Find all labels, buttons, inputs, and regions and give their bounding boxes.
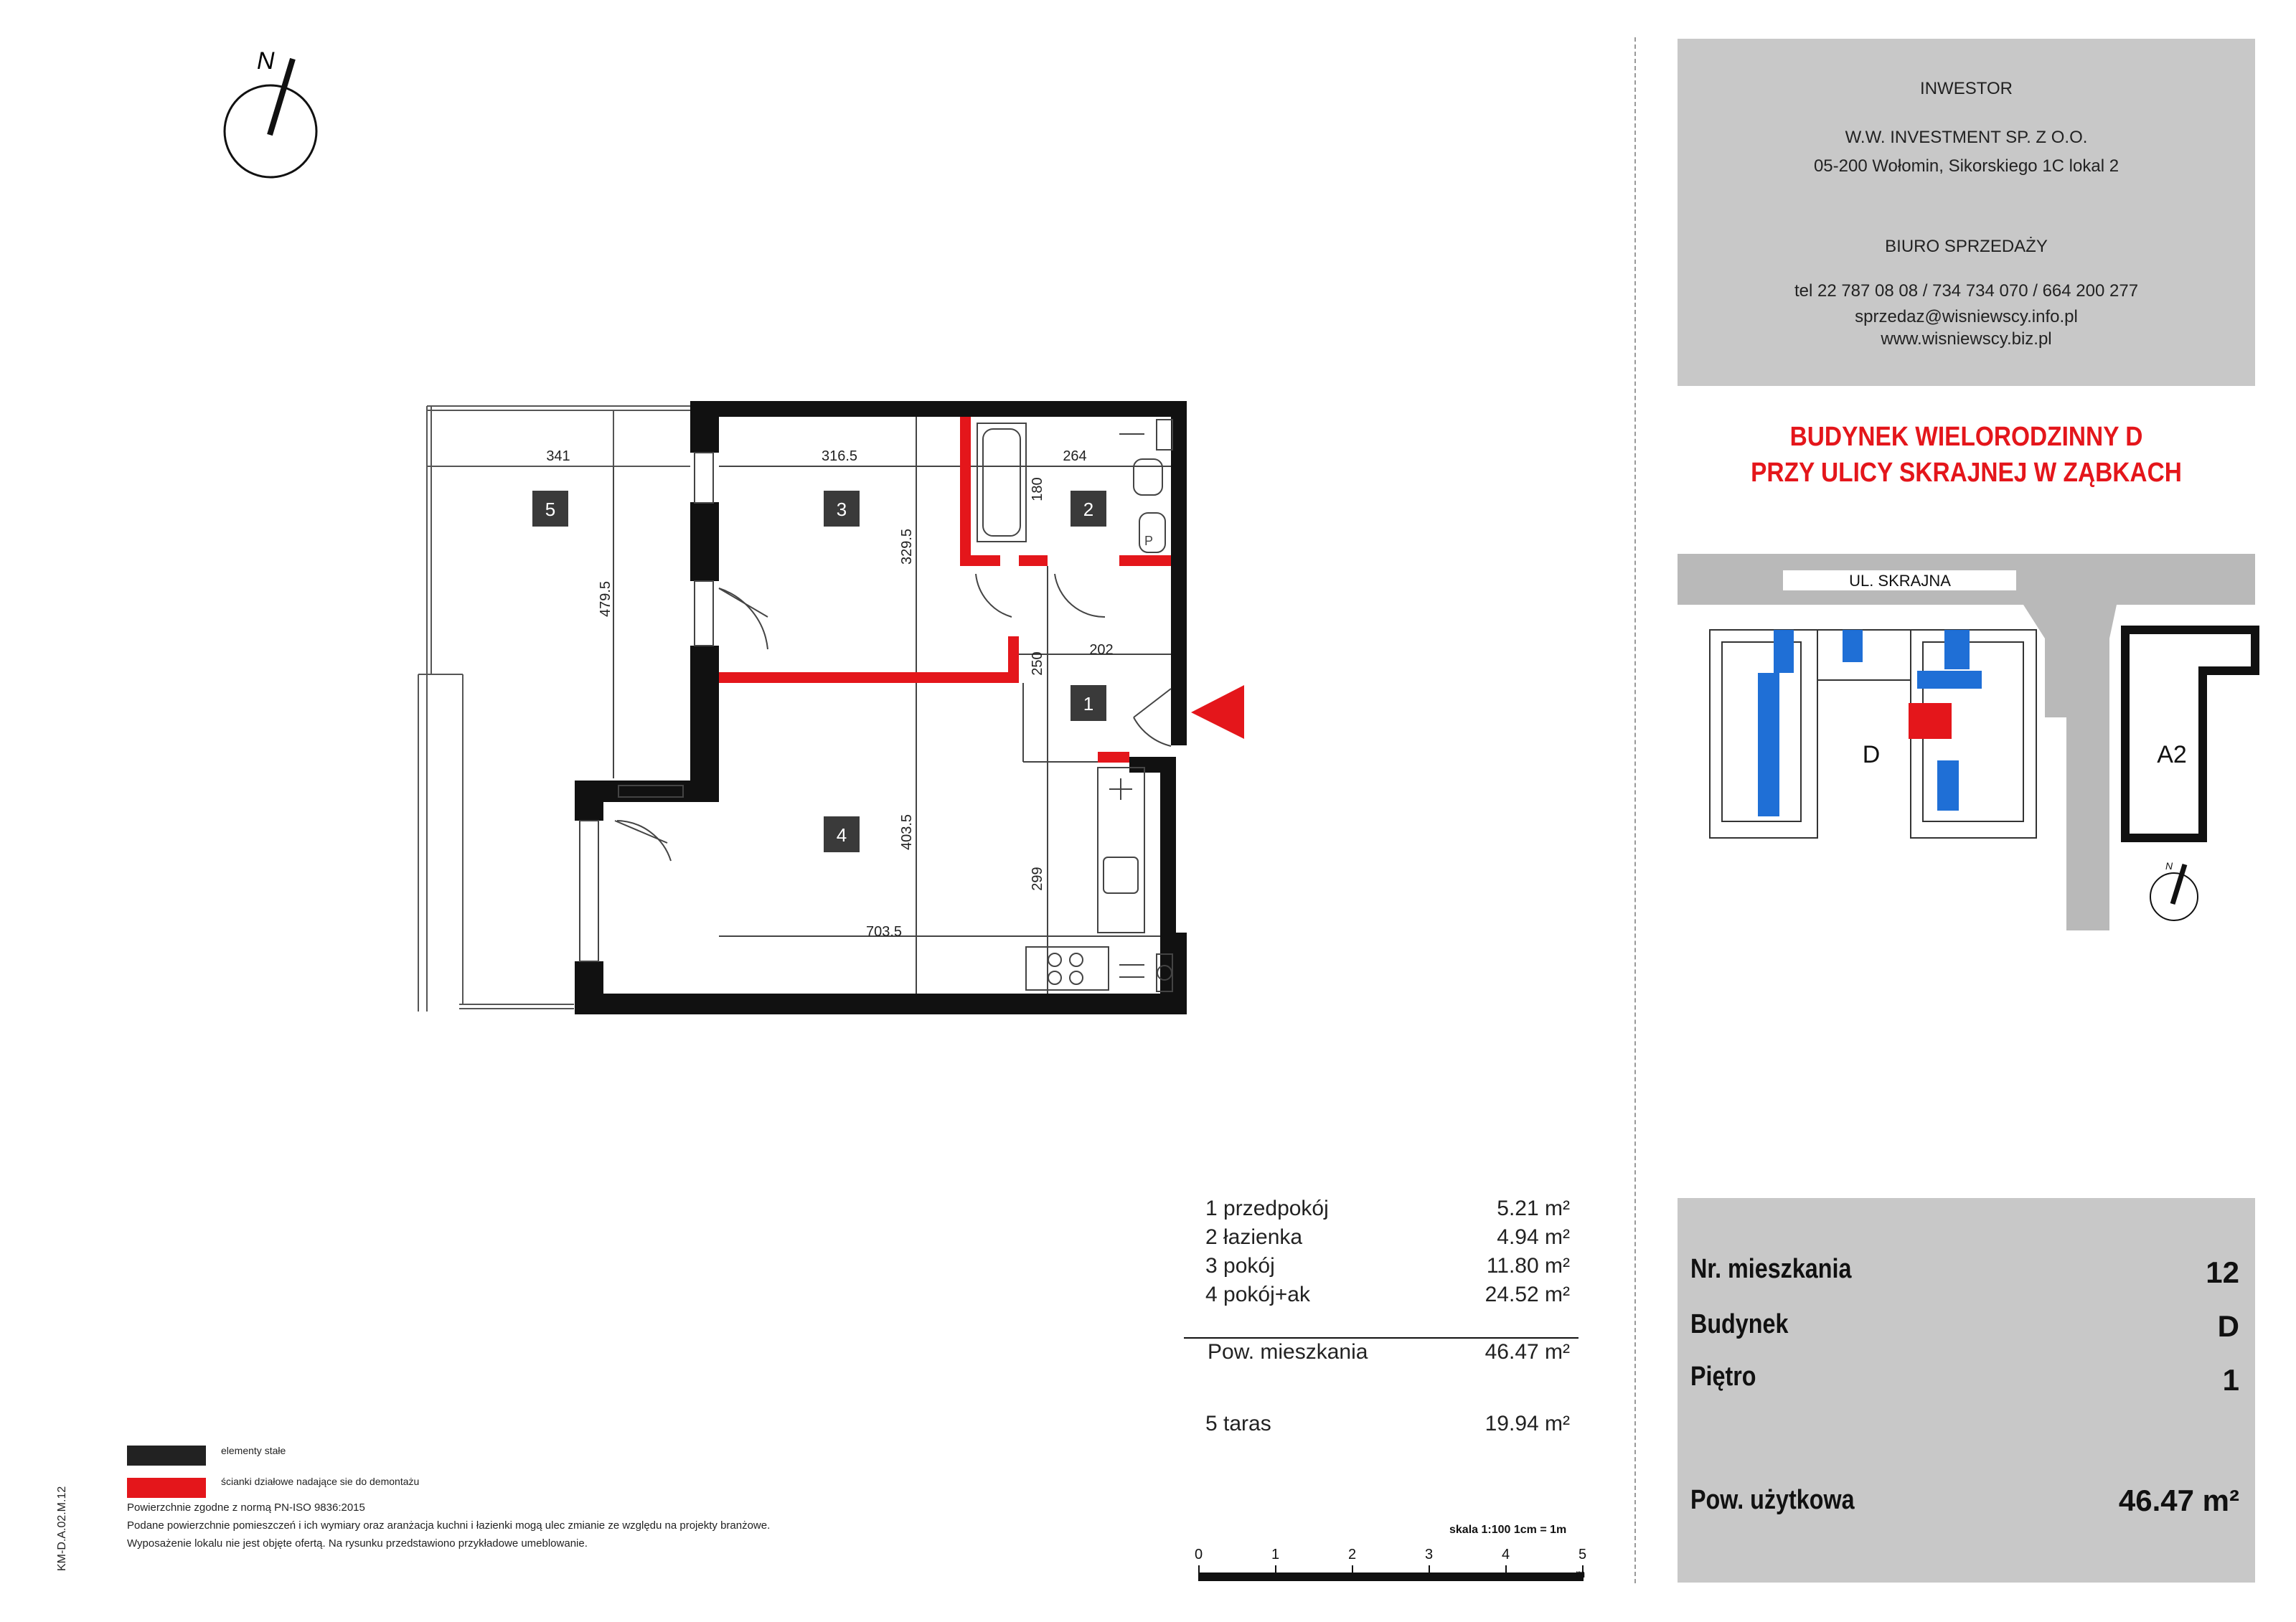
room-area-3: 11.80 m² bbox=[1486, 1254, 1570, 1278]
site-compass-label: N bbox=[2165, 860, 2173, 872]
apartment-number-label: Nr. mieszkania bbox=[1690, 1254, 1852, 1284]
dim-403-5: 403.5 bbox=[899, 814, 915, 851]
room-tag-1: 1 bbox=[1083, 693, 1094, 715]
dim-479-5: 479.5 bbox=[598, 580, 613, 618]
room-tag-4: 4 bbox=[836, 824, 847, 846]
note-1: Powierzchnie zgodne z normą PN-ISO 9836:2015 bbox=[127, 1501, 365, 1514]
scale-label: skala 1:100 1cm = 1m bbox=[1449, 1524, 1567, 1536]
sales-heading: BIURO SPRZEDAŻY bbox=[1885, 237, 2048, 256]
dim-264: 264 bbox=[1063, 448, 1087, 464]
terrace-name: 5 taras bbox=[1205, 1412, 1271, 1435]
floor-label: Piętro bbox=[1690, 1362, 1756, 1392]
north-compass bbox=[225, 47, 316, 177]
investor-heading: INWESTOR bbox=[1920, 79, 2013, 98]
legend-removable-swatch bbox=[127, 1478, 206, 1498]
room-name-4: 4 pokój+ak bbox=[1205, 1283, 1310, 1306]
dim-299: 299 bbox=[1030, 867, 1045, 891]
room-area-1: 5.21 m² bbox=[1497, 1197, 1570, 1220]
sales-website[interactable]: www.wisniewscy.biz.pl bbox=[1881, 329, 2052, 349]
room-area-2: 4.94 m² bbox=[1497, 1225, 1570, 1249]
scale-tick-0: 0 bbox=[1195, 1547, 1203, 1562]
terrace-area: 19.94 m² bbox=[1485, 1412, 1570, 1435]
dim-250: 250 bbox=[1030, 651, 1045, 676]
room-name-3: 3 pokój bbox=[1205, 1254, 1275, 1278]
room-name-2: 2 łazienka bbox=[1205, 1225, 1303, 1249]
compass-north-label: N bbox=[257, 47, 275, 75]
dim-202: 202 bbox=[1089, 642, 1114, 658]
room-name-1: 1 przedpokój bbox=[1205, 1197, 1329, 1220]
legend-fixed-swatch bbox=[127, 1446, 206, 1466]
apartment-info-box bbox=[1678, 1198, 2255, 1583]
total-label: Pow. mieszkania bbox=[1208, 1340, 1368, 1364]
dim-180: 180 bbox=[1030, 477, 1045, 501]
entrance-marker bbox=[1191, 685, 1244, 739]
dim-329-5: 329.5 bbox=[899, 528, 915, 565]
investor-company: W.W. INVESTMENT SP. Z O.O. bbox=[1845, 128, 2088, 147]
scale-tick-3: 3 bbox=[1425, 1547, 1434, 1562]
dim-341: 341 bbox=[546, 448, 570, 464]
sales-phones: tel 22 787 08 08 / 734 734 070 / 664 200 277 bbox=[1794, 281, 2139, 301]
note-3: Wyposażenie lokalu nie jest objęte ofertą. Na rysunku przedstawiono przykładowe umeblowanie. bbox=[127, 1537, 588, 1550]
scale-tick-5: 5 bbox=[1578, 1547, 1587, 1562]
building-a2-label: A2 bbox=[2157, 741, 2187, 768]
usable-area-value: 46.47 m² bbox=[2118, 1484, 2239, 1517]
scale-bar bbox=[1199, 1565, 1586, 1581]
wc-letter: P bbox=[1144, 534, 1154, 548]
total-area: 46.47 m² bbox=[1485, 1340, 1570, 1364]
legend-fixed-label: elementy stałe bbox=[221, 1445, 286, 1456]
building-d-label: D bbox=[1862, 741, 1881, 768]
building-title-line2: PRZY ULICY SKRAJNEJ W ZĄBKACH bbox=[1751, 458, 2182, 488]
site-plan bbox=[1678, 554, 2255, 930]
usable-area-label: Pow. użytkowa bbox=[1690, 1485, 1855, 1515]
street-label: UL. SKRAJNA bbox=[1849, 572, 1951, 590]
apartment-number: 12 bbox=[2206, 1255, 2239, 1289]
scale-tick-4: 4 bbox=[1502, 1547, 1510, 1562]
building-value: D bbox=[2217, 1309, 2239, 1343]
investor-box bbox=[1678, 39, 2255, 386]
dim-703-5: 703.5 bbox=[865, 924, 903, 940]
sales-email[interactable]: sprzedaz@wisniewscy.info.pl bbox=[1855, 307, 2078, 326]
scale-tick-2: 2 bbox=[1348, 1547, 1357, 1562]
building-label: Budynek bbox=[1690, 1309, 1789, 1339]
room-tag-3: 3 bbox=[836, 499, 847, 520]
building-title-line1: BUDYNEK WIELORODZINNY D bbox=[1789, 422, 2143, 452]
drawing-code: KM-D.A.02.M.12 bbox=[56, 1486, 68, 1571]
room-area-4: 24.52 m² bbox=[1485, 1283, 1570, 1306]
scale-unit: m bbox=[1576, 1568, 1586, 1580]
room-tag-2: 2 bbox=[1083, 499, 1094, 520]
column-separator bbox=[1634, 37, 1636, 1583]
investor-address: 05-200 Wołomin, Sikorskiego 1C lokal 2 bbox=[1813, 156, 2119, 176]
dim-316-5: 316.5 bbox=[821, 448, 858, 464]
floor-value: 1 bbox=[2222, 1363, 2239, 1397]
note-2: Podane powierzchnie pomieszczeń i ich wymiary oraz aranżacja kuchni i łazienki mogą ulec zmianie ze względu na projekty branżowe. bbox=[127, 1519, 771, 1532]
scale-tick-1: 1 bbox=[1271, 1547, 1280, 1562]
legend-removable-label: ścianki działowe nadające sie do demontażu bbox=[221, 1476, 420, 1487]
room-tag-5: 5 bbox=[545, 499, 556, 520]
